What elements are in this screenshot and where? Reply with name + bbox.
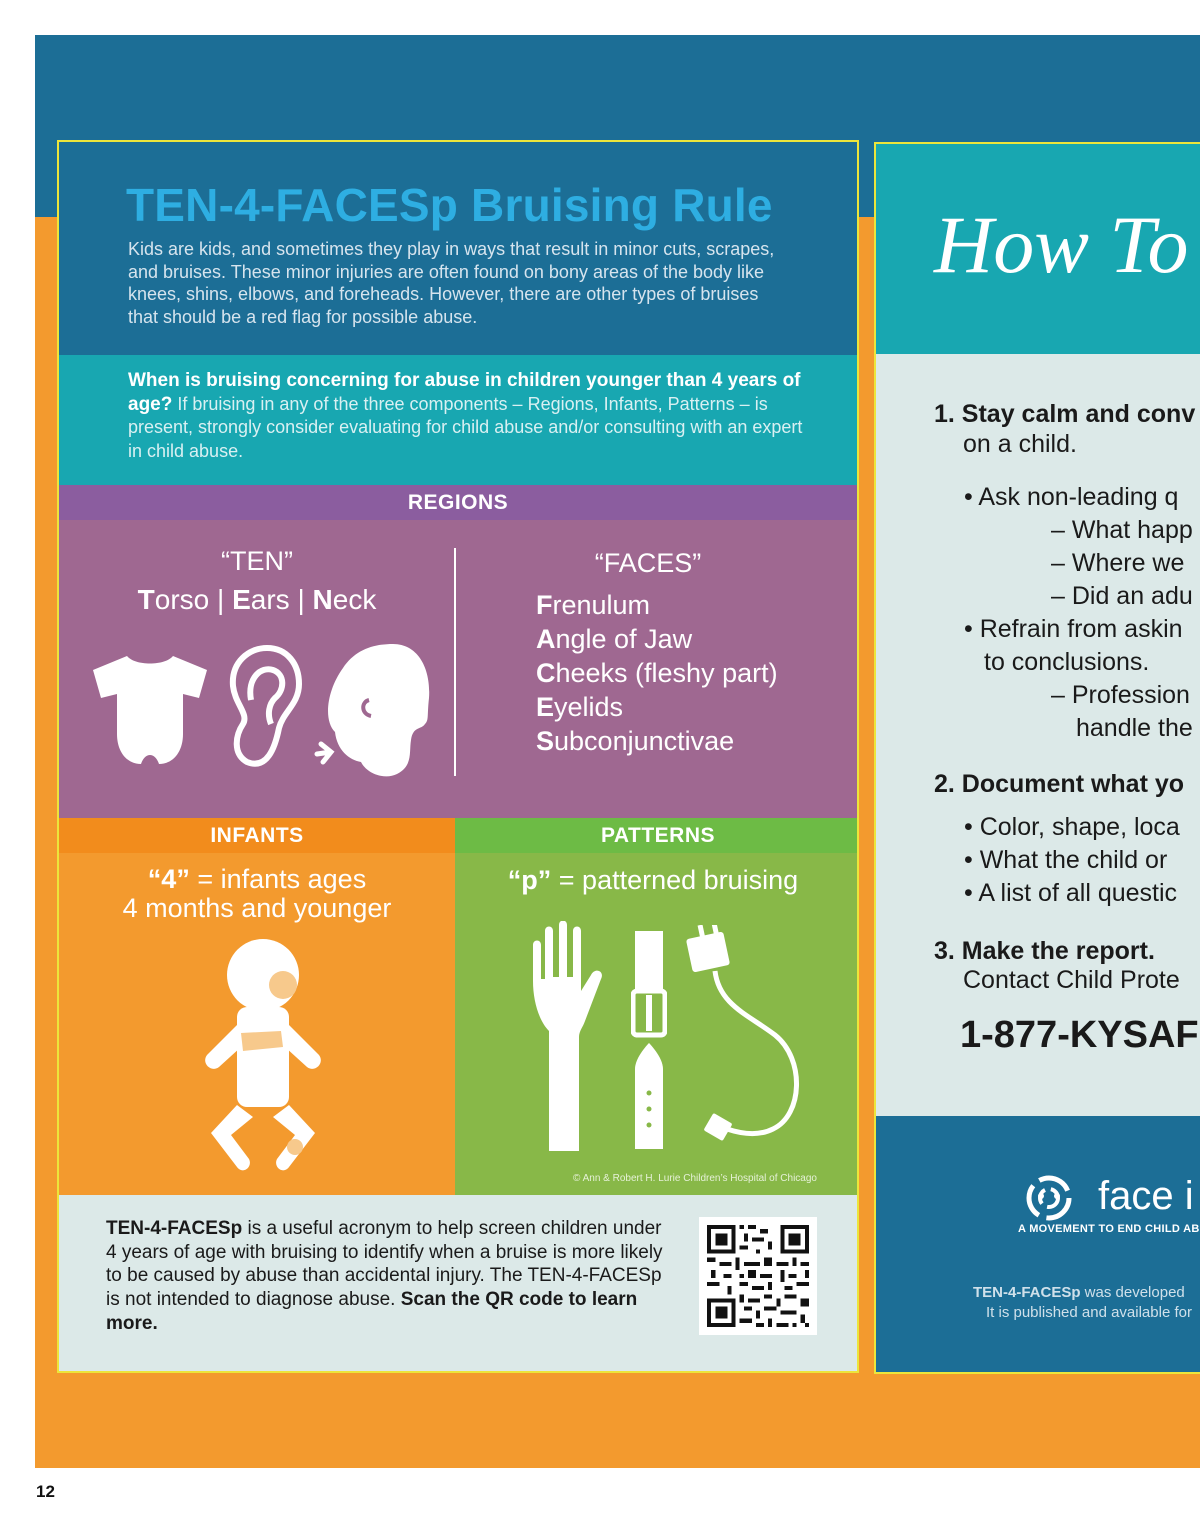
patterns-text — [455, 865, 851, 896]
bullet-4: • What the child or — [964, 846, 1168, 874]
how-to-header — [876, 144, 1200, 354]
faces-initial: A — [536, 624, 556, 654]
list-item — [536, 588, 778, 622]
list-item — [536, 724, 778, 758]
faces-title: “FACES” — [594, 548, 702, 578]
how-to-report-card — [874, 142, 1200, 1374]
footer-text: is a useful acronym to help screen children under 4 years of age with bruising to identify when a bruise is more likely to be caused by abuse than accidental injury. The TEN-4-FACESp is not intended to diagnose abuse. — [106, 1218, 663, 1311]
dev-bold: TEN-4-FACESp — [973, 1284, 1081, 1301]
dev-rest: was developed — [1080, 1284, 1185, 1301]
step1-title-text: 1. Stay calm and conv — [934, 400, 1196, 428]
qr-code[interactable] — [699, 1217, 817, 1335]
faces-rest: ubconjunctivae — [554, 726, 735, 756]
ear-icon — [227, 644, 303, 776]
ten-initial: T — [137, 584, 155, 615]
bullet-2-cont: to conclusions. — [984, 648, 1150, 676]
sub-item-4-cont: handle the — [1076, 714, 1193, 742]
infant-icon — [197, 935, 329, 1181]
sub-item-1: – What happ — [1051, 516, 1193, 544]
hotline-number[interactable]: 1-877-KYSAF — [960, 1014, 1199, 1056]
faces-initial: S — [536, 726, 555, 756]
footer-section — [59, 1195, 857, 1373]
ten-initial: E — [232, 584, 251, 615]
infants-line1: = infants ages — [189, 864, 367, 894]
step3-title-text: 3. Make the report. — [934, 937, 1155, 965]
qr-cta: Scan the QR code to learn more. — [106, 1289, 638, 1334]
patterns-section — [455, 853, 859, 1195]
faces-initial: C — [536, 658, 556, 688]
ten-title: “TEN” — [221, 546, 293, 576]
step3-title — [934, 937, 1155, 966]
regions-heading: REGIONS — [59, 485, 857, 520]
separator: | — [289, 584, 313, 615]
copyright-notice: © Ann & Robert H. Lurie Children’s Hospital of Chicago — [573, 1173, 817, 1184]
hand-icon — [529, 921, 607, 1151]
footer-paragraph — [106, 1217, 666, 1336]
cord-icon — [679, 925, 811, 1155]
patterns-quote: “p” — [507, 865, 552, 895]
step1-cont: on a child. — [963, 430, 1077, 458]
list-item — [536, 656, 778, 690]
regions-section — [59, 520, 857, 818]
list-item — [536, 622, 778, 656]
card-header — [59, 142, 857, 355]
patterns-rest: = patterned bruising — [551, 865, 799, 895]
faces-rest: ngle of Jaw — [555, 624, 693, 654]
faces-rest: renulum — [552, 590, 651, 620]
faceit-logo-icon — [1014, 1174, 1084, 1222]
how-to-title: How To — [934, 199, 1189, 290]
bullet-5: • A list of all questic — [964, 879, 1178, 907]
faces-rest: yelids — [554, 692, 624, 722]
separator: | — [209, 584, 233, 615]
published-text: It is published and available for — [986, 1304, 1192, 1321]
faces-rest: heeks (fleshy part) — [555, 658, 778, 688]
step2-title — [934, 770, 1184, 799]
onesie-icon — [89, 652, 211, 767]
ten-initial: N — [312, 584, 333, 615]
faceit-logo-text: face i — [1098, 1174, 1194, 1218]
bullet-3: • Color, shape, loca — [964, 813, 1180, 841]
sub-item-3: – Did an adu — [1051, 582, 1193, 610]
steps-section — [876, 354, 1200, 1116]
bullet-2: • Refrain from askin — [964, 615, 1183, 643]
faces-initial: E — [536, 692, 555, 722]
bullet-1: • Ask non-leading q — [964, 483, 1179, 511]
list-item — [536, 690, 778, 724]
question-section — [59, 355, 857, 485]
bruising-rule-card — [57, 140, 859, 1373]
patterns-heading: PATTERNS — [455, 818, 859, 853]
belt-icon — [631, 931, 667, 1151]
faces-list — [536, 588, 778, 758]
infants-heading: INFANTS — [59, 818, 455, 853]
intro-paragraph: Kids are kids, and sometimes they play in ways that result in minor cuts, scrapes, and bruises. These minor injuries are often found on bony areas of the body like knees, shins, elbows, and foreheads. However, there are other types of bruises that should be a red flag for possible abuse. — [128, 239, 775, 327]
footer-name: TEN-4-FACESp — [106, 1218, 243, 1239]
regions-divider — [454, 548, 456, 776]
ten-items — [59, 584, 455, 616]
question-rest: If bruising in any of the three components – Regions, Infants, Patterns – is present, strongly consider evaluating for child abuse and/or consulting with an expert in child abuse. — [128, 393, 803, 461]
sub-item-4: – Profession — [1051, 681, 1190, 709]
faceit-footer — [876, 1116, 1200, 1374]
step1-title — [934, 400, 1195, 429]
ten-rest: orso — [154, 584, 210, 615]
developed-by-text — [973, 1284, 1185, 1301]
infants-quote: “4” — [147, 864, 190, 894]
faceit-tagline: A MOVEMENT TO END CHILD AB — [1018, 1223, 1200, 1235]
question-bold: When is bruising concerning for abuse in children younger than 4 years of age? — [128, 370, 801, 415]
question-paragraph — [128, 369, 808, 463]
infants-section — [59, 853, 455, 1195]
sub-item-2: – Where we — [1051, 549, 1185, 577]
page-number: 12 — [36, 1482, 55, 1501]
step3-text: Contact Child Prote — [963, 966, 1180, 994]
infants-text — [59, 865, 455, 923]
step2-title-text: 2. Document what yo — [934, 770, 1185, 798]
infants-line2: 4 months and younger — [122, 893, 392, 923]
page-title: TEN-4-FACESp Bruising Rule — [126, 179, 773, 231]
child-head-icon — [313, 640, 433, 780]
ten-rest: ars — [250, 584, 290, 615]
ten-rest: eck — [332, 584, 377, 615]
faces-initial: F — [536, 590, 553, 620]
